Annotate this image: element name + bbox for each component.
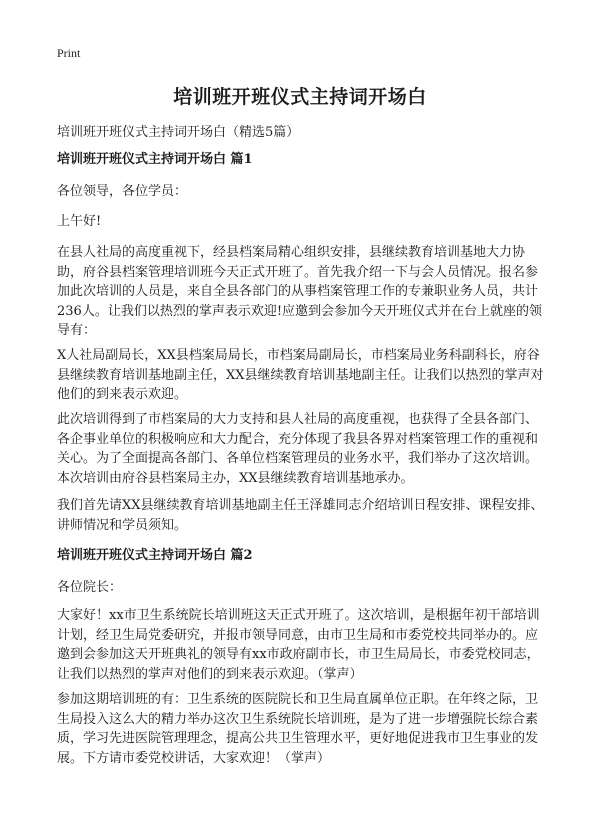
section-2-heading: 培训班开班仪式主持词开场白 篇2 (57, 548, 253, 563)
print-label[interactable]: Print (57, 46, 81, 60)
section-1-greeting: 上午好! (57, 214, 102, 229)
document-subtitle: 培训班开班仪式主持词开场白（精选5篇） (57, 125, 300, 140)
document-title: 培训班开班仪式主持词开场白 (173, 86, 427, 108)
section-1-paragraph-guests: X人社局副局长，XX县档案局局长，市档案局副局长，市档案局业务科副科长，府谷县继续教育培训基地副主任，XX县继续教育培训基地副主任。让我们以热烈的掌声对他们的到来表示欢迎。 (57, 348, 544, 402)
section-1-paragraph-support: 此次培训得到了市档案局的大力支持和县人社局的高度重视，也获得了全县各部门、各企事业单位的积极响应和大力配合，充分体现了我县各界对档案管理工作的重视和关心。为了全面提高各部门、各单位档案管理员的业务水平，我们举办了这次培训。本次培训由府谷县档案局主办，XX县继续教育培训基地承办。 (57, 412, 539, 486)
section-2-salutation: 各位院长： (57, 580, 123, 595)
section-2-paragraph-intro: 大家好！xx市卫生系统院长培训班这天正式开班了。这次培训，是根据年初干部培训计划，经卫生局党委研究，并报市领导同意，由市卫生局和市委党校共同举办的。应邀到会参加这天开班典礼的领导有xx市政府副市长，市卫生局局长，市委党校同志，让我们以热烈的掌声对他们的到来表示欢迎。（掌声） (57, 608, 540, 682)
section-1-salutation: 各位领导，各位学员： (57, 184, 188, 199)
section-1-paragraph-closing: 我们首先请XX县继续教育培训基地副主任王泽雄同志介绍培训日程安排、课程安排、讲师情况和学员须知。 (57, 498, 544, 533)
section-1-paragraph-intro: 在县人社局的高度重视下，经县档案局精心组织安排，县继续教育培训基地大力协助，府谷县档案管理培训班今天正式开班了。首先我介绍一下与会人员情况。报名参加此次培训的人员是，来自全县各部门的从事档案管理工作的专兼职业务人员，共计236人。让我们以热烈的掌声表示欢迎!应邀到会参加今天开班仪式并在台上就座的领导有： (57, 245, 543, 338)
section-1-heading: 培训班开班仪式主持词开场白 篇1 (57, 152, 253, 167)
section-2-paragraph-participants: 参加这期培训班的有：卫生系统的医院院长和卫生局直属单位正职。在年终之际，卫生局投入这么大的精力举办这次卫生系统院长培训班，是为了进一步增强院长综合素质，学习先进医院管理理念，提高公共卫生管理水平，更好地促进我市卫生事业的发展。下方请市委党校讲话，大家欢迎！（掌声） (57, 692, 539, 766)
